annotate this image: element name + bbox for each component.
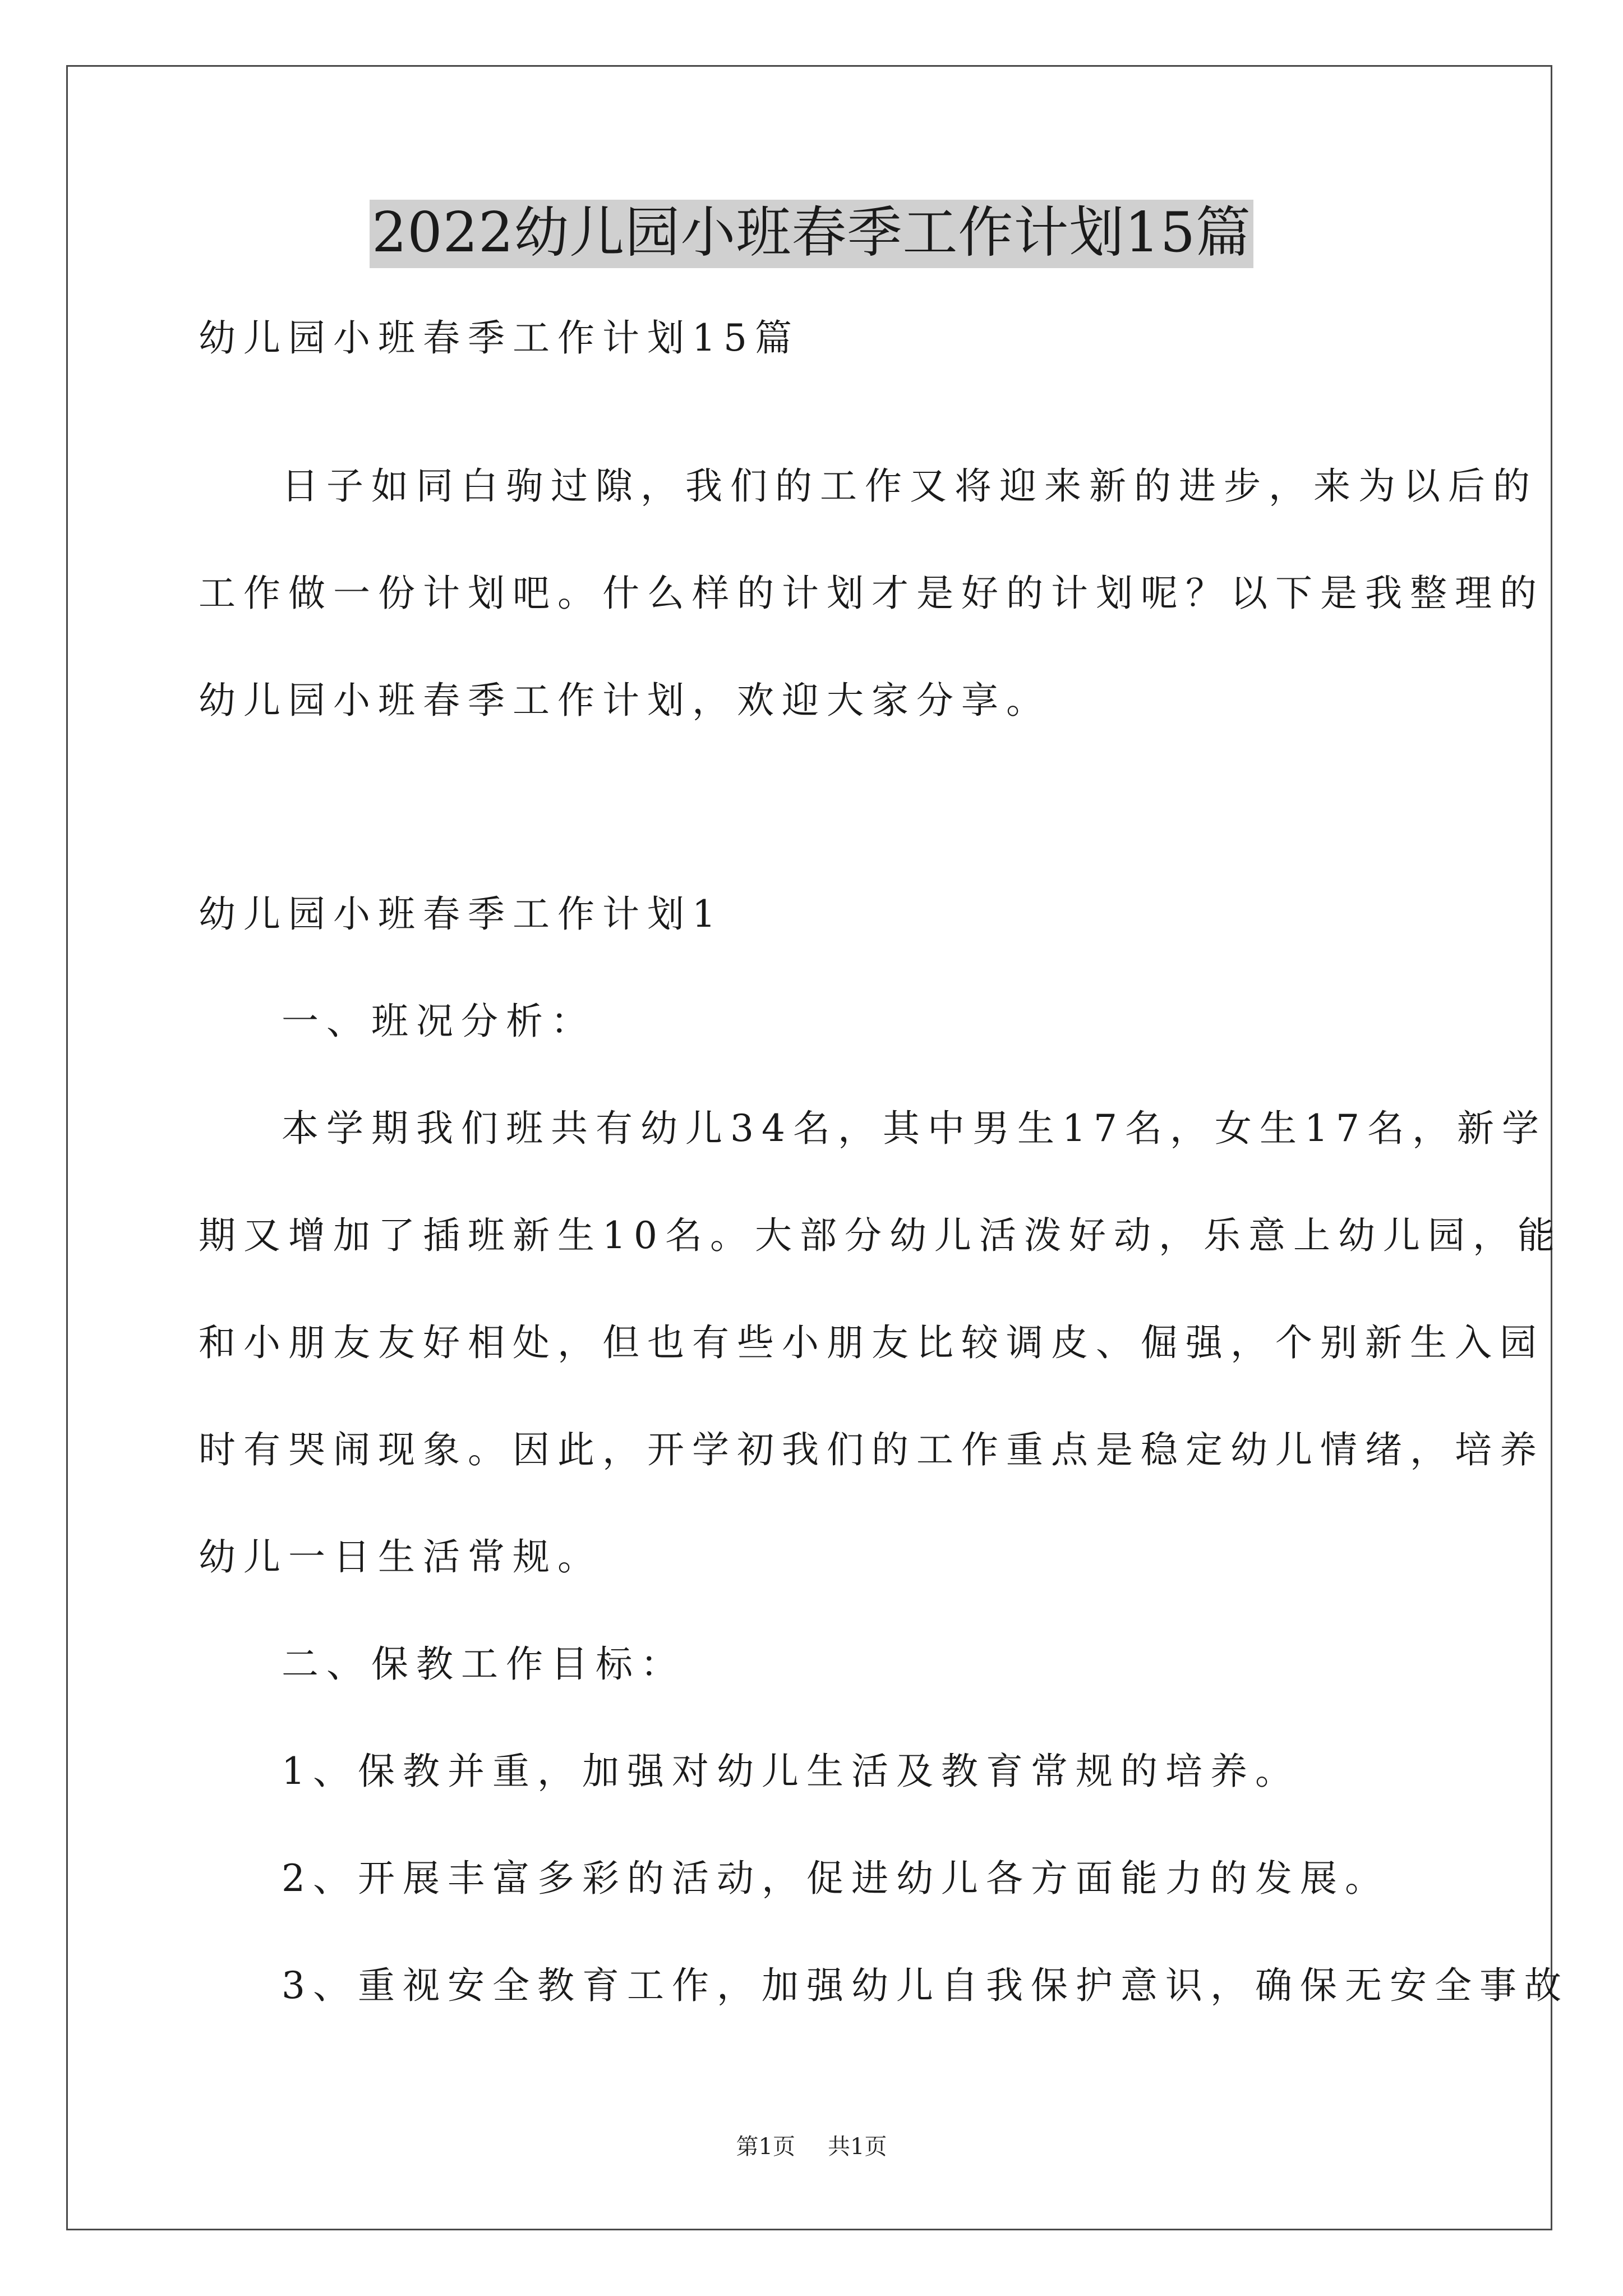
- goal-item: 1、保教并重，加强对幼儿生活及教育常规的培养。: [282, 1750, 1300, 1793]
- section-heading: 幼儿园小班春季工作计划1: [199, 892, 723, 936]
- intro-line: 工作做一份计划吧。什么样的计划才是好的计划呢？以下是我整理的: [199, 572, 1544, 615]
- body-line: 本学期我们班共有幼儿34名，其中男生17名，女生17名，新学: [282, 1107, 1547, 1150]
- document-title: [0, 200, 1623, 268]
- body-line: 期又增加了插班新生10名。大部分幼儿活泼好动，乐意上幼儿园，能: [199, 1214, 1562, 1257]
- intro-line: 幼儿园小班春季工作计划，欢迎大家分享。: [199, 679, 1051, 722]
- page-footer: [0, 2136, 1623, 2158]
- body-line: 幼儿一日生活常规。: [199, 1535, 602, 1579]
- page-current: 第1页: [736, 2134, 795, 2160]
- intro-line: 日子如同白驹过隙，我们的工作又将迎来新的进步，来为以后的: [282, 464, 1538, 508]
- goal-item: 2、开展丰富多彩的活动，促进幼儿各方面能力的发展。: [282, 1857, 1390, 1900]
- document-title-text: 2022幼儿园小班春季工作计划15篇: [370, 200, 1253, 268]
- body-line: 和小朋友友好相处，但也有些小朋友比较调皮、倔强，个别新生入园: [199, 1321, 1544, 1364]
- body-line: 时有哭闹现象。因此，开学初我们的工作重点是稳定幼儿情绪，培养: [199, 1428, 1544, 1471]
- goal-item: 3、重视安全教育工作，加强幼儿自我保护意识，确保无安全事故: [282, 1964, 1569, 2007]
- document-subtitle: 幼儿园小班春季工作计划15篇: [199, 316, 800, 360]
- part2-heading: 二、保教工作目标：: [282, 1642, 685, 1686]
- page-total: 共1页: [828, 2134, 887, 2160]
- part1-heading: 一、班况分析：: [282, 1000, 596, 1043]
